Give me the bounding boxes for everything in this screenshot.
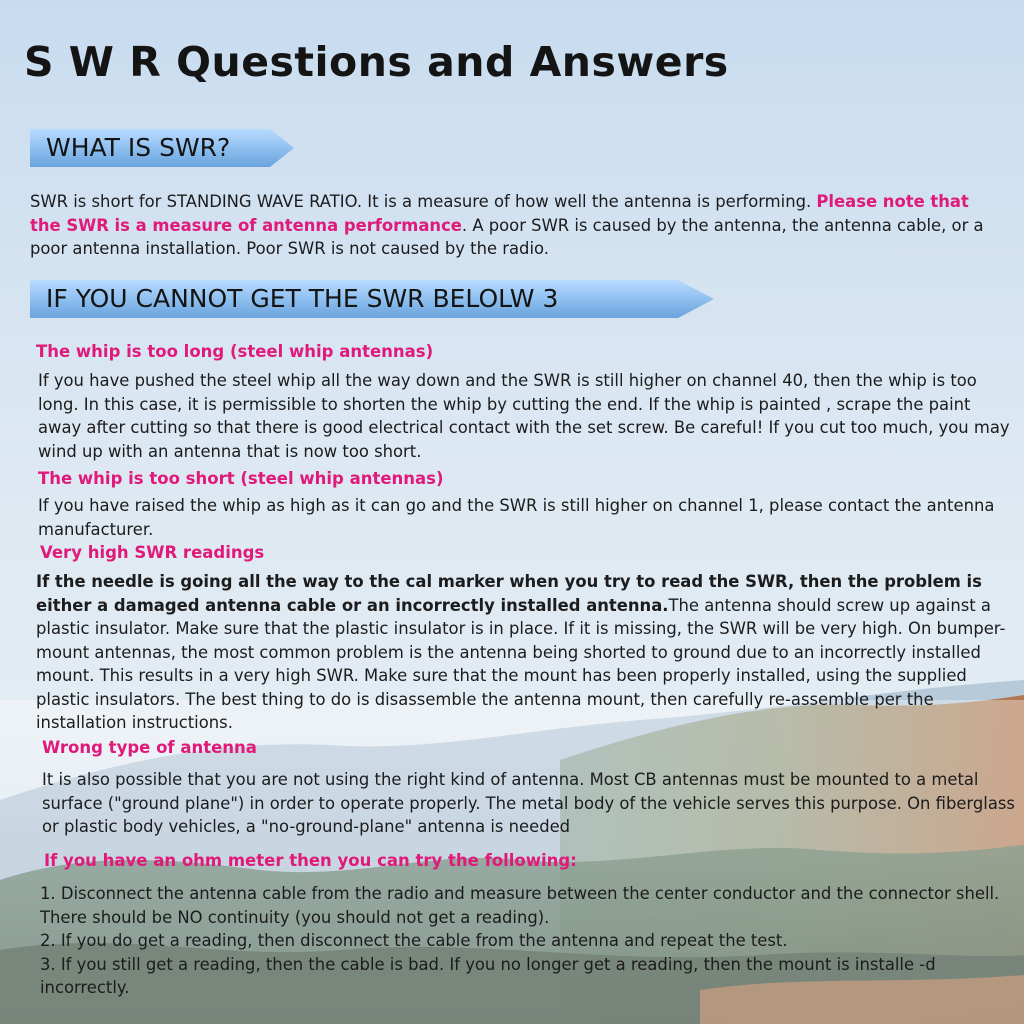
ohm-meter-heading: If you have an ohm meter then you can try the following:	[44, 851, 577, 870]
banner-cannot-get-swr	[28, 276, 718, 322]
ohm-step-2: 2. If you do get a reading, then disconnect the cable from the antenna and repeat the test.	[40, 931, 788, 950]
very-high-bold-text: If the needle is going all the way to the cal marker when you try to read the SWR, then the problem is either a damaged antenna cable or an incorrectly installed antenna.	[36, 572, 982, 615]
too-short-heading: The whip is too short (steel whip antennas)	[38, 469, 444, 488]
what-is-swr-text-b: . A poor SWR is caused by the antenna, the antenna cable, or a poor antenna installation. Poor SWR is not caused by the radio.	[30, 215, 984, 258]
very-high-heading: Very high SWR readings	[40, 543, 265, 562]
ohm-step-1: 1. Disconnect the antenna cable from the radio and measure between the center conductor and the connector shell. There should be NO continuity (you should not get a reading).	[40, 884, 1000, 927]
too-short-body: If you have raised the whip as high as it can go and the SWR is still higher on channel 1, please contact the antenna manufacturer.	[38, 496, 995, 539]
ohm-meter-steps	[40, 882, 1015, 1000]
what-is-swr-paragraph	[30, 190, 990, 261]
very-high-text: The antenna should screw up against a plastic insulator. Make sure that the plastic insulator is in place. If it is missing, the SWR will be very high. On bumper-mount antennas, the most common problem is the antenna being shorted to ground due to an incorrectly installed mount. This results in a very high SWR. Make sure that the mount has been properly installed, using the supplied plastic insulators. The best thing to do is disassemble the antenna mount, then carefully re-assemble per the installation instructions.	[36, 595, 1006, 732]
very-high-body	[36, 570, 1022, 735]
too-long-body: If you have pushed the steel whip all the way down and the SWR is still higher on channel 40, then the whip is too long. In this case, it is permissible to shorten the whip by cutting the end. If the whip is painted , scrape the paint away after cutting so that there is good electrical contact with the set screw. Be careful! If you cut too much, you may wind up with an antenna that is now too short.	[38, 371, 1010, 461]
wrong-type-body: It is also possible that you are not using the right kind of antenna. Most CB antennas must be mounted to a metal surface ("ground plane") in order to operate properly. The metal body of the vehicle serves this purpose. On fiberglass or plastic body vehicles, a "no-ground-plane" antenna is needed	[42, 770, 1015, 836]
too-long-heading: The whip is too long (steel whip antennas)	[36, 342, 434, 361]
wrong-type-heading: Wrong type of antenna	[42, 738, 257, 757]
banner-cannot-get-swr-label: IF YOU CANNOT GET THE SWR BELOLW 3	[46, 284, 559, 313]
banner-what-is-swr-label: WHAT IS SWR?	[46, 133, 231, 162]
ohm-step-3: 3. If you still get a reading, then the cable is bad. If you no longer get a reading, then the mount is installe -d incorrectly.	[40, 954, 936, 997]
what-is-swr-text-a: SWR is short for STANDING WAVE RATIO. It is a measure of how well the antenna is performing.	[30, 192, 817, 211]
banner-what-is-swr	[28, 125, 298, 171]
page-title: S W R Questions and Answers	[24, 38, 729, 86]
what-is-swr-highlight: Please note that the SWR is a measure of antenna performance	[30, 192, 969, 235]
